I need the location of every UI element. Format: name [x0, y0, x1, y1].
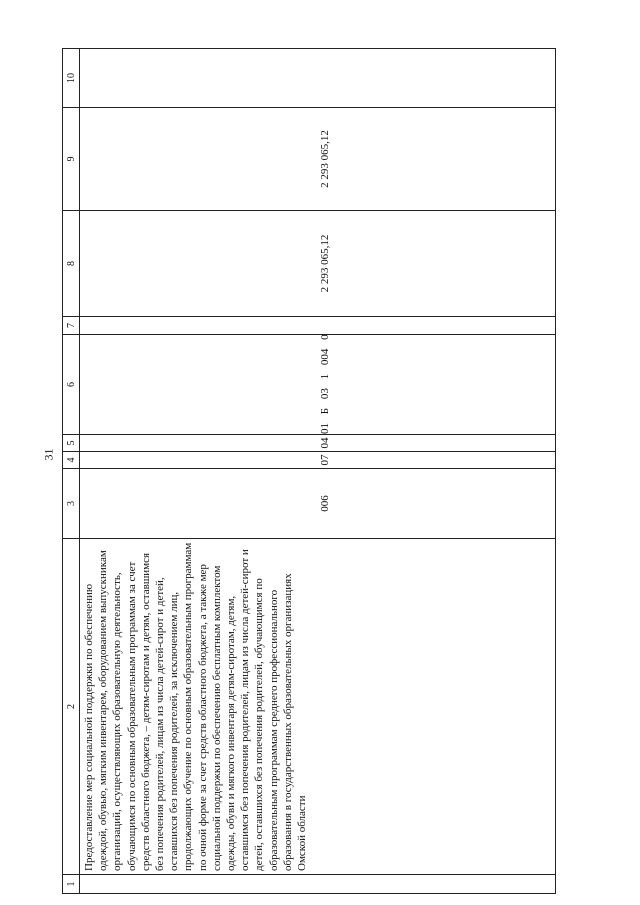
ministry-code-cell	[80, 469, 556, 539]
description-cell	[80, 539, 556, 875]
header-row	[63, 49, 80, 894]
description-text: Предоставление мер социальной поддержки по обеспечению одеждой, обувью, мягким инвентарем, оборудованием выпускникам организаций, осуществляющих образовательную деятельность, обучающимся по основным образовательным программам за счет средств областного бюджета, – детям-сиротам и детям, оставшимся без попечения родителей, лицам из числа детей-сирот и детей, оставшихся без попечения родителей, за исключением лиц, продолжающих обучение по основным образовательным программам по очной форме за счет средств областного бюджета, а также мер социальной поддержки по обеспечению бесплатным комплектом одежды, обуви и мягкого инвентаря детям-сиротам, детям, оставшимся без попечения родителей, лицам из числа детей-сирот и детей, оставшихся без попечения родителей, обучающимся по образовательным программам среднего профессионального образования в государственных образовательных организациях Омской области	[83, 542, 309, 871]
amount-value: 2 293 065,12	[319, 130, 331, 188]
header-cell: 8	[63, 211, 80, 317]
header-cell: 4	[63, 452, 80, 469]
amount-cell	[80, 108, 556, 211]
section-code: 07	[319, 454, 331, 466]
page-number: 31	[41, 448, 56, 461]
ministry-code: 006	[319, 495, 331, 512]
header-cell: 5	[63, 435, 80, 452]
table-row	[80, 49, 556, 894]
header-cell: 3	[63, 469, 80, 539]
empty-cell	[80, 49, 556, 108]
header-cell: 6	[63, 335, 80, 435]
header-cell: 9	[63, 108, 80, 211]
row-number-cell	[80, 875, 556, 894]
header-cell: 10	[63, 49, 80, 108]
header-cell: 7	[63, 317, 80, 335]
target-item-code: 01 Б 03 1 004 0	[319, 334, 331, 434]
header-cell: 2	[63, 539, 80, 875]
rotated-page	[62, 49, 556, 894]
section-cell	[80, 452, 556, 469]
subsection-code: 04	[319, 437, 331, 449]
header-cell: 1	[63, 875, 80, 894]
budget-table	[62, 48, 556, 894]
target-item-cell	[80, 335, 556, 435]
expense-type-cell	[80, 317, 556, 335]
amount-value: 2 293 065,12	[319, 234, 331, 293]
amount-cell	[80, 211, 556, 317]
subsection-cell	[80, 435, 556, 452]
